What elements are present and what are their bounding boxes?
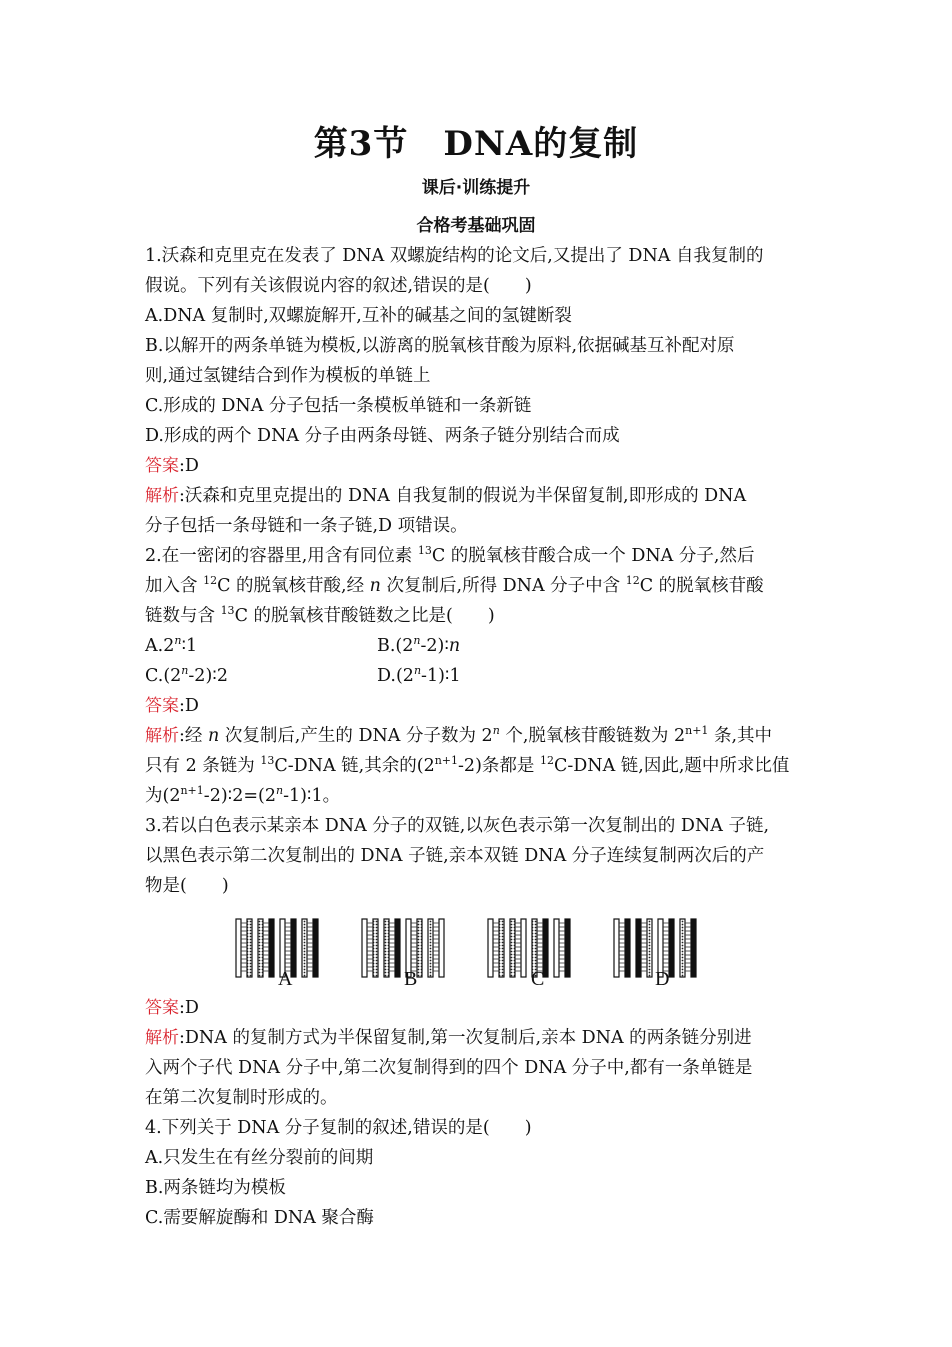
q1-stem-line2: 假说。下列有关该假说内容的叙述,错误的是( ) xyxy=(145,276,532,296)
dna-strand xyxy=(269,919,274,977)
q4-option-c: C.需要解旋酶和 DNA 聚合酶 xyxy=(145,1208,374,1228)
q4-option-a: A.只发生在有丝分裂前的间期 xyxy=(145,1148,374,1168)
q3-stem-line1: 3.若以白色表示某亲本 DNA 分子的双链,以灰色表示第一次复制出的 DNA 子链, xyxy=(145,816,770,836)
figure-label-c: C xyxy=(531,968,545,990)
dna-strand xyxy=(510,919,515,977)
dna-strand xyxy=(565,919,570,977)
figure-label-b: B xyxy=(404,968,418,990)
q3-explanation-line3: 在第二次复制时形成的。 xyxy=(145,1088,338,1108)
dna-strand xyxy=(428,919,433,977)
section-heading: 合格考基础巩固 xyxy=(416,216,536,236)
q1-option-a: A.DNA 复制时,双螺旋解开,互补的碱基之间的氢键断裂 xyxy=(145,306,572,326)
dna-strand xyxy=(636,919,641,977)
q1-option-b-line1: B.以解开的两条单链为模板,以游离的脱氧核苷酸为原料,依据碱基互补配对原 xyxy=(145,336,735,356)
dna-strand xyxy=(258,919,263,977)
explanation-label: 解析 xyxy=(145,486,179,506)
q1-option-d: D.形成的两个 DNA 分子由两条母链、两条子链分别结合而成 xyxy=(145,426,620,446)
q2-explanation-line3: 为$(2^{n+1}-2)∶2=(2^n-1)∶1$。 xyxy=(145,784,341,806)
q1-stem-line1: 1.沃森和克里克在发表了 DNA 双螺旋结构的论文后,又提出了 DNA 自我复制的 xyxy=(145,246,764,266)
q2-explanation-line2: 只有 2 条链为 $^{13}$C-DNA 链,其余的$(2^{n+1}-2)$条都是 $^{12}$C-DNA 链,因此,题中所求比值 xyxy=(145,754,790,776)
dna-strand xyxy=(614,919,619,977)
dna-strand xyxy=(247,919,252,977)
q3-stem-line2: 以黑色表示第二次复制出的 DNA 子链,亲本双链 DNA 分子连续复制两次后的产 xyxy=(145,846,765,866)
dna-strand xyxy=(647,919,652,977)
dna-strand xyxy=(302,919,307,977)
dna-strand xyxy=(417,919,422,977)
dna-strand xyxy=(499,919,504,977)
dna-strand xyxy=(313,919,318,977)
dna-strand xyxy=(691,919,696,977)
q1-explanation-line1: 解析:沃森和克里克提出的 DNA 自我复制的假说为半保留复制,即形成的 DNA xyxy=(145,486,747,506)
q2-stem-line3: 链数与含 $^{13}$C 的脱氧核苷酸链数之比是( ) xyxy=(145,604,495,626)
dna-strand xyxy=(625,919,630,977)
q1-option-c: C.形成的 DNA 分子包括一条模板单链和一条新链 xyxy=(145,396,532,416)
q1-explanation-line2: 分子包括一条母链和一条子链,D 项错误。 xyxy=(145,516,468,536)
dna-strand xyxy=(384,919,389,977)
q1-answer: 答案:D xyxy=(145,456,199,476)
dna-strand xyxy=(669,919,674,977)
figure-label-a: A xyxy=(278,968,293,990)
q2-option-d: D.(2$^n$-1)∶1 xyxy=(377,664,461,686)
q4-option-b: B.两条链均为模板 xyxy=(145,1178,286,1198)
page-title: 第3节 DNA的复制 xyxy=(313,124,639,164)
q3-stem-line3: 物是( ) xyxy=(145,876,229,896)
q3-answer: 答案:D xyxy=(145,998,199,1018)
answer-label: 答案 xyxy=(145,696,179,716)
explanation-label: 解析 xyxy=(145,726,179,746)
q2-stem-line2: 加入含 $^{12}$C 的脱氧核苷酸,经 n 次复制后,所得 DNA 分子中含 $^{12}$C 的脱氧核苷酸 xyxy=(145,574,764,596)
answer-label: 答案 xyxy=(145,998,179,1018)
dna-strand xyxy=(362,919,367,977)
q3-explanation-line1: 解析:DNA 的复制方式为半保留复制,第一次复制后,亲本 DNA 的两条链分别进 xyxy=(145,1028,752,1048)
q2-option-a: A.2$^n$∶1 xyxy=(145,634,198,656)
dna-strand xyxy=(680,919,685,977)
q2-stem-line1: 2.在一密闭的容器里,用含有同位素 $^{13}$C 的脱氧核苷酸合成一个 DNA 分子,然后 xyxy=(145,544,755,566)
q2-option-c: C.(2$^n$-2)∶2 xyxy=(145,664,228,686)
q2-answer: 答案:D xyxy=(145,696,199,716)
dna-strand xyxy=(373,919,378,977)
q2-explanation-line1: 解析:经 n 次复制后,产生的 DNA 分子数为 2$^n$ 个,脱氧核苷酸链数为 $2^{n+1}$ 条,其中 xyxy=(145,724,773,746)
dna-strand xyxy=(439,919,444,977)
dna-strand xyxy=(488,919,493,977)
dna-strand xyxy=(521,919,526,977)
dna-strand xyxy=(395,919,400,977)
q2-option-b: B.(2$^n$-2)∶n xyxy=(377,634,461,656)
q4-stem: 4.下列关于 DNA 分子复制的叙述,错误的是( ) xyxy=(145,1118,532,1138)
q1-option-b-line2: 则,通过氢键结合到作为模板的单链上 xyxy=(145,366,431,386)
dna-strand xyxy=(236,919,241,977)
explanation-label: 解析 xyxy=(145,1028,179,1048)
q3-explanation-line2: 入两个子代 DNA 分子中,第二次复制得到的四个 DNA 分子中,都有一条单链是 xyxy=(145,1058,753,1078)
subtitle: 课后·训练提升 xyxy=(421,178,531,198)
figure-label-d: D xyxy=(655,968,670,990)
dna-replication-figure xyxy=(234,900,720,996)
dna-strand xyxy=(554,919,559,977)
answer-label: 答案 xyxy=(145,456,179,476)
